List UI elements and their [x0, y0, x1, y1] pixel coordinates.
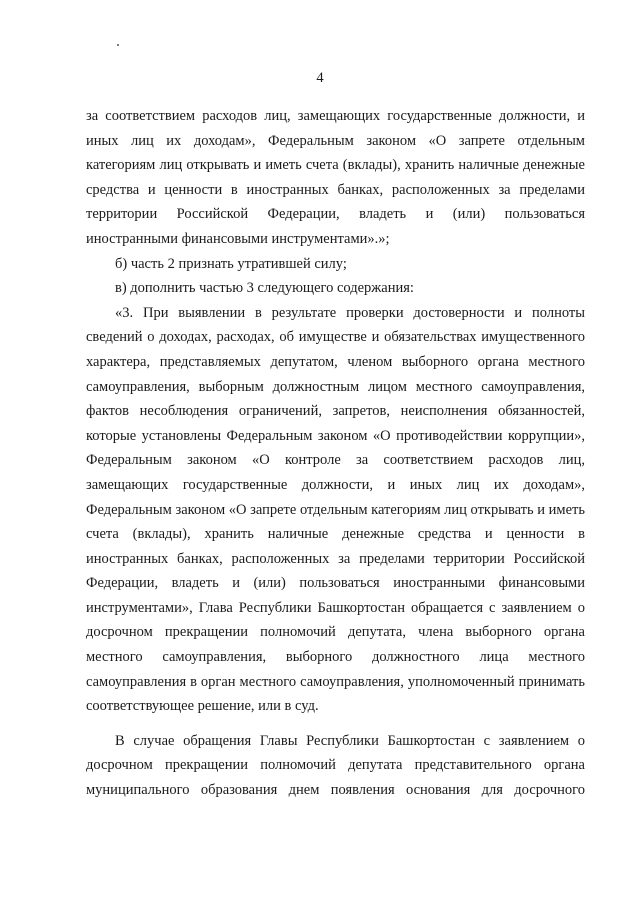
- document-body: [86, 104, 585, 803]
- paragraph-item-b: б) часть 2 признать утратившей силу;: [115, 255, 347, 272]
- paragraph-part-3: «3. При выявлении в результате проверки достоверности и полноты сведений о доходах, расходах, об имуществе и обязательствах имущественного характера, представляемых депутатом, членом выборного органа местного самоуправления, выборным должностным лицом местного самоуправления, фактов несоблюдения ограничений, запретов, неисполнения обязанностей, которые установлены Федеральным законом «О противодействии коррупции», Федеральным законом «О контроле за соответствием расходов лиц, замещающих государственные должности, и иных лиц их доходам», Федеральным законом «О запрете отдельным категориям лиц открывать и иметь счета (вклады), хранить наличные денежные средства и ценности в иностранных банках, расположенных за пределами территории Российской Федерации, владеть и (или) пользоваться иностранными финансовыми инструментами», Глава Республики Башкортостан обращается с заявлением о досрочном прекращении полномочий депутата, члена выборного органа местного самоуправления, выборного должностного лица местного самоуправления в орган местного самоуправления, уполномоченный принимать соответствующее решение, или в суд.: [86, 304, 585, 715]
- paragraph-case-appeal: В случае обращения Главы Республики Башкортостан с заявлением о досрочном прекращении полномочий депутата представительного органа муниципального образования днем появления основания для досрочного: [86, 732, 585, 799]
- scan-speck: [117, 44, 119, 46]
- paragraph-continuation: за соответствием расходов лиц, замещающих государственные должности, и иных лиц их доходам», Федеральным законом «О запрете отдельным категориям лиц открывать и иметь счета (вклады), хранить наличные денежные средства и ценности в иностранных банках, расположенных за пределами территории Российской Федерации, владеть и (или) пользоваться иностранными финансовыми инструментами».»;: [86, 108, 585, 247]
- paragraph-item-v: в) дополнить частью 3 следующего содержания:: [115, 280, 414, 297]
- page-number: 4: [316, 70, 324, 86]
- paragraph-gap: [86, 719, 585, 729]
